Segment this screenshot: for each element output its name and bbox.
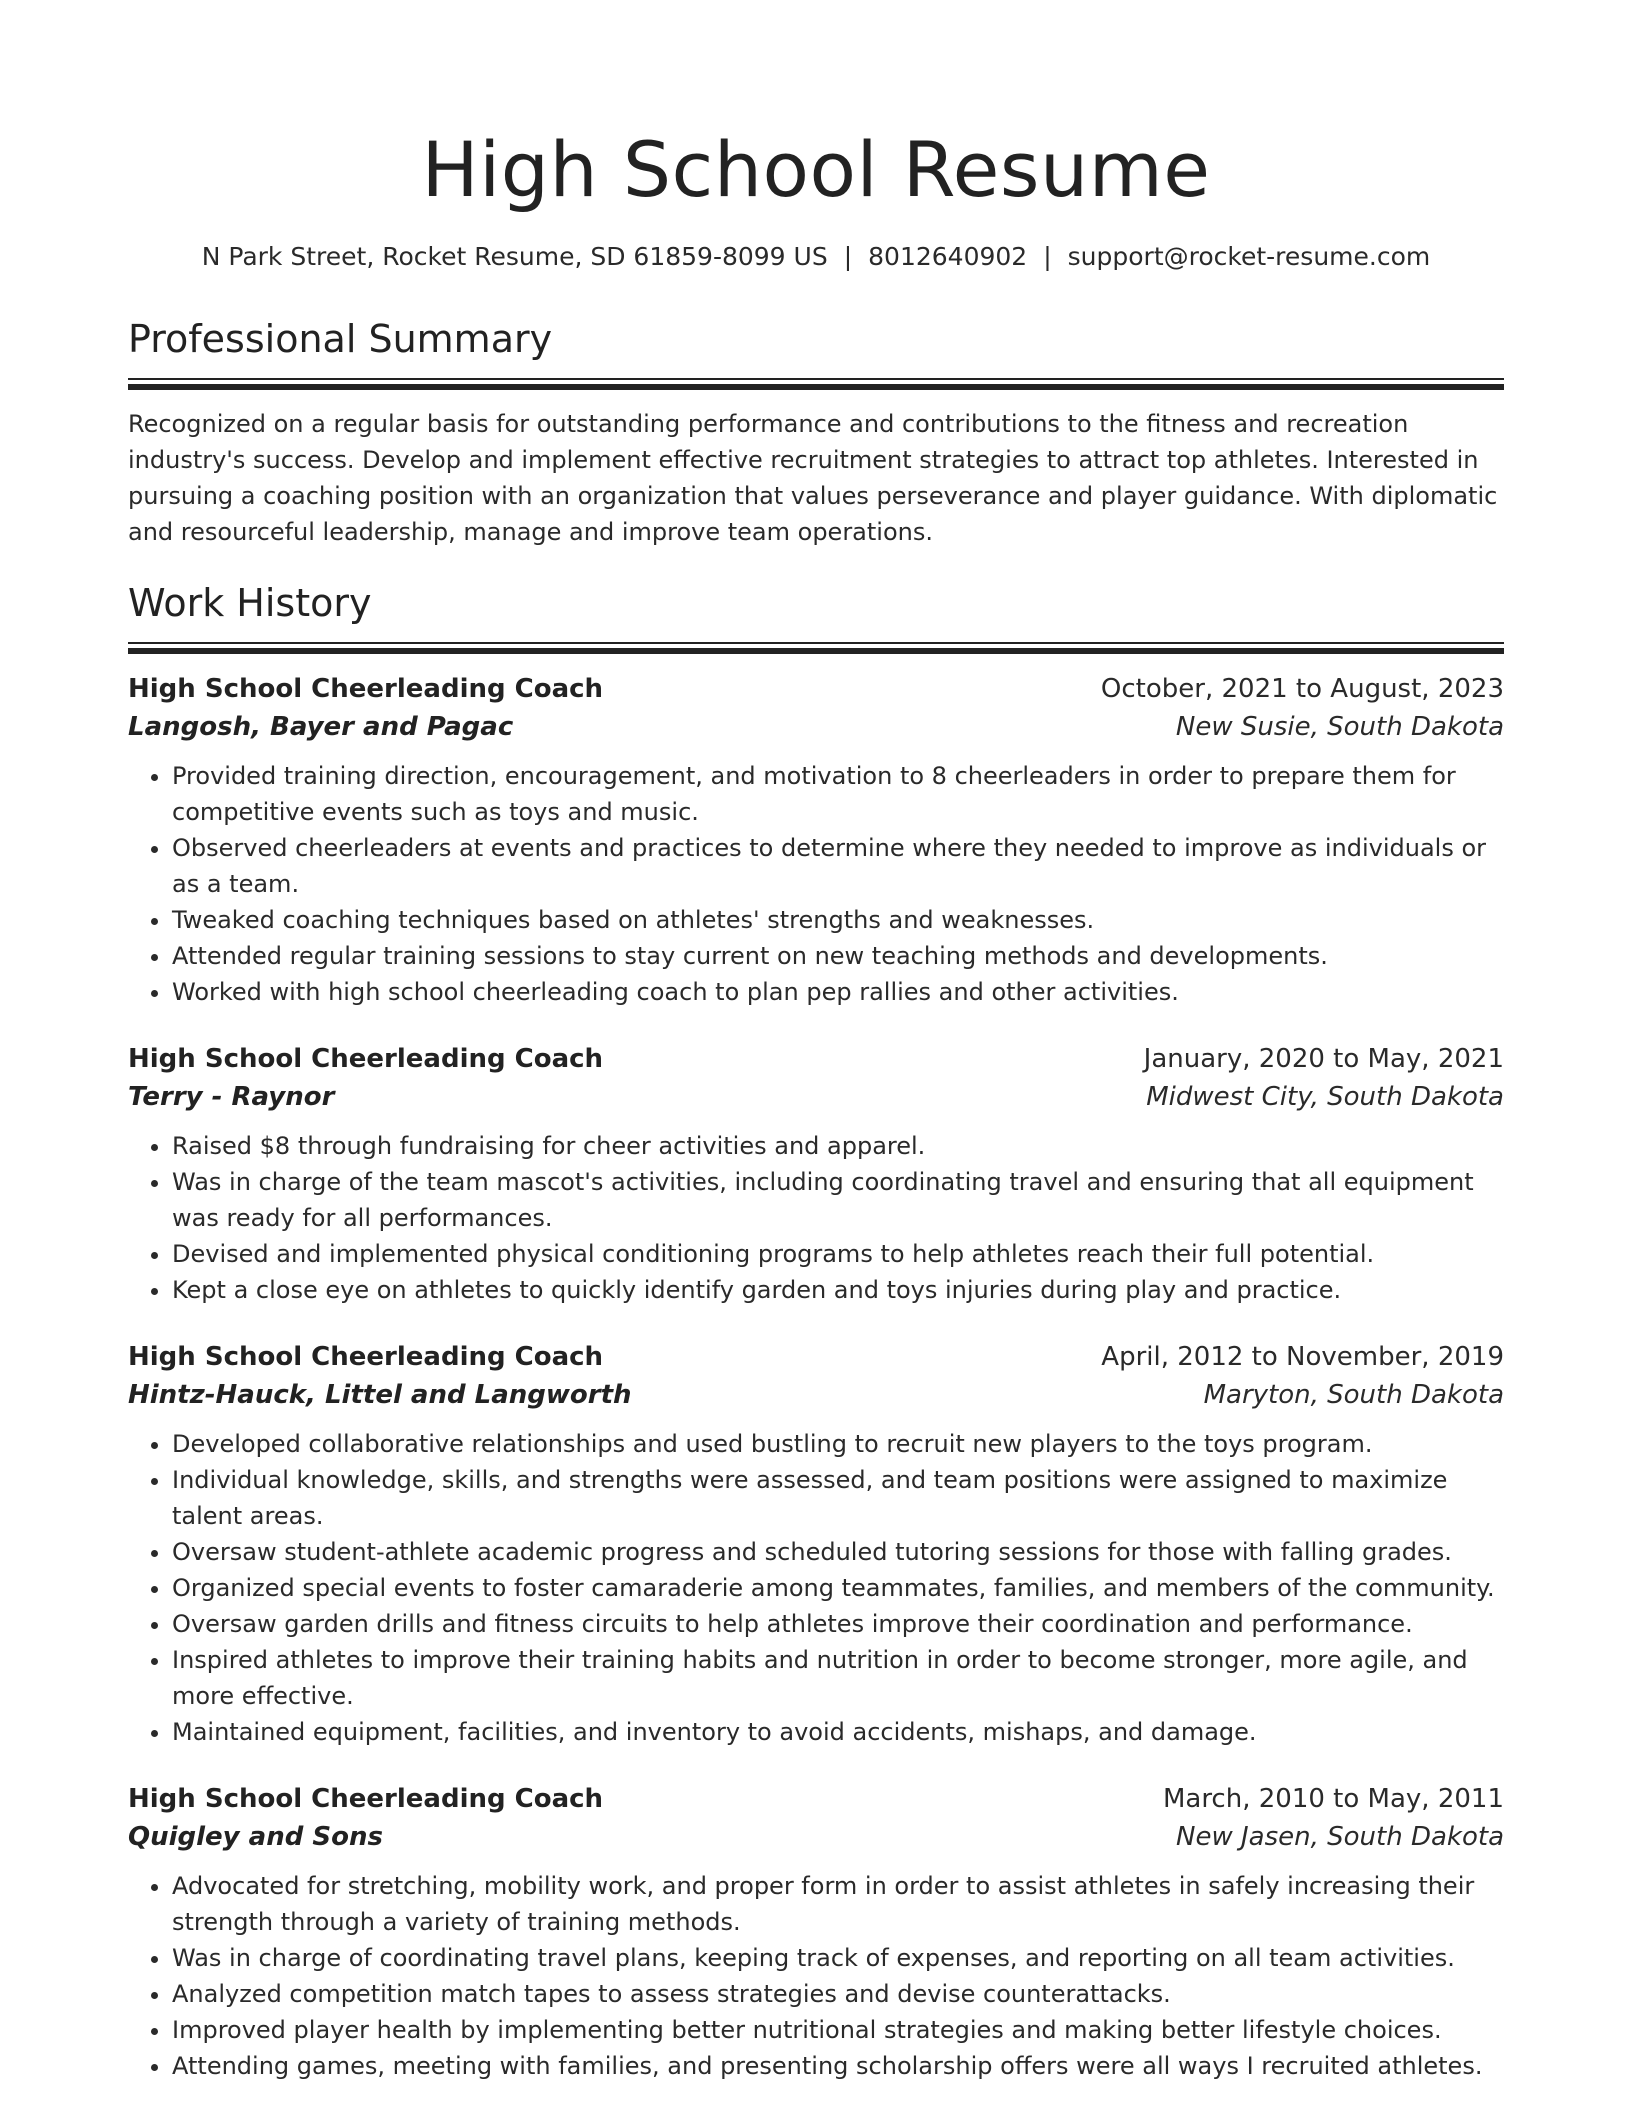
job-bullet: • Oversaw garden drills and fitness circuits to help athletes improve their coordination and performance. (172, 1606, 1504, 1642)
job-subheader-row (128, 1376, 1504, 1414)
contact-phone: 8012640902 (868, 242, 1028, 271)
section-divider (128, 642, 1504, 654)
job-title: High School Cheerleading Coach (128, 674, 604, 704)
job-bullet: • Kept a close eye on athletes to quickly identify garden and toys injuries during play and practice. (172, 1272, 1504, 1308)
job-bullet: • Advocated for stretching, mobility work, and proper form in order to assist athletes in safely increasing their strength through a variety of training methods. (172, 1868, 1504, 1940)
job-bullets (128, 1868, 1504, 2084)
section-title-summary: Professional Summary (128, 317, 553, 361)
job-bullet: • Provided training direction, encouragement, and motivation to 8 cheerleaders in order to prepare them for competitive events such as toys and music. (172, 758, 1504, 830)
job-location: Maryton, South Dakota (1203, 1380, 1504, 1410)
job-title: High School Cheerleading Coach (128, 1342, 604, 1372)
job-bullet: • Maintained equipment, facilities, and inventory to avoid accidents, mishaps, and damage. (172, 1714, 1504, 1750)
resume-name: High School Resume (421, 125, 1211, 214)
job-header-row (128, 1780, 1504, 1818)
professional-summary-section (128, 314, 1504, 550)
job-entry (128, 670, 1504, 1010)
contact-email: support@rocket-resume.com (1067, 242, 1431, 271)
job-dates: April, 2012 to November, 2019 (1101, 1342, 1504, 1372)
job-title: High School Cheerleading Coach (128, 1784, 604, 1814)
job-title: High School Cheerleading Coach (128, 1044, 604, 1074)
job-subheader-row (128, 708, 1504, 746)
summary-text: Recognized on a regular basis for outstanding performance and contributions to the fitness and recreation industry's success. Develop and implement effective recruitment strategies to attract top athletes. Interested in pursuing a coaching position with an organization that values perseverance and player guidance. With diplomatic and resourceful leadership, manage and improve team operations. (128, 410, 1498, 546)
job-company: Hintz-Hauck, Littel and Langworth (128, 1380, 632, 1410)
job-bullet: • Developed collaborative relationships and used bustling to recruit new players to the toys program. (172, 1426, 1504, 1462)
job-bullets (128, 1128, 1504, 1308)
job-subheader-row (128, 1078, 1504, 1116)
job-bullet: • Organized special events to foster camaraderie among teammates, families, and members of the community. (172, 1570, 1504, 1606)
job-header-row (128, 670, 1504, 708)
job-bullet: • Observed cheerleaders at events and practices to determine where they needed to improve as individuals or as a team. (172, 830, 1504, 902)
contact-separator: | (843, 242, 853, 271)
job-company: Quigley and Sons (128, 1822, 383, 1852)
job-header-row (128, 1040, 1504, 1078)
job-location: New Jasen, South Dakota (1176, 1822, 1504, 1852)
job-dates: January, 2020 to May, 2021 (1143, 1044, 1504, 1074)
job-dates: March, 2010 to May, 2011 (1162, 1784, 1504, 1814)
job-bullet: • Attended regular training sessions to stay current on new teaching methods and developments. (172, 938, 1504, 974)
job-subheader-row (128, 1818, 1504, 1856)
job-bullet: • Devised and implemented physical conditioning programs to help athletes reach their full potential. (172, 1236, 1504, 1272)
job-bullet: • Worked with high school cheerleading coach to plan pep rallies and other activities. (172, 974, 1504, 1010)
job-bullet: • Individual knowledge, skills, and strengths were assessed, and team positions were assigned to maximize talent areas. (172, 1462, 1504, 1534)
job-company: Terry - Raynor (128, 1082, 335, 1112)
job-entry (128, 1338, 1504, 1750)
job-dates: October, 2021 to August, 2023 (1100, 674, 1504, 704)
job-bullet: • Improved player health by implementing better nutritional strategies and making better lifestyle choices. (172, 2012, 1504, 2048)
job-bullets (128, 758, 1504, 1010)
job-bullet: • Oversaw student-athlete academic progress and scheduled tutoring sessions for those with falling grades. (172, 1534, 1504, 1570)
job-bullet: • Analyzed competition match tapes to assess strategies and devise counterattacks. (172, 1976, 1504, 2012)
job-bullet: • Inspired athletes to improve their training habits and nutrition in order to become stronger, more agile, and more effective. (172, 1642, 1504, 1714)
job-bullet: • Tweaked coaching techniques based on athletes' strengths and weaknesses. (172, 902, 1504, 938)
job-bullets (128, 1426, 1504, 1750)
job-bullet: • Was in charge of the team mascot's activities, including coordinating travel and ensuring that all equipment was ready for all performances. (172, 1164, 1504, 1236)
work-history-section (128, 578, 1504, 2084)
job-location: New Susie, South Dakota (1175, 712, 1504, 742)
job-location: Midwest City, South Dakota (1146, 1082, 1504, 1112)
job-bullet: • Raised $8 through fundraising for cheer activities and apparel. (172, 1128, 1504, 1164)
contact-line (128, 240, 1504, 274)
job-bullet: • Was in charge of coordinating travel plans, keeping track of expenses, and reporting on all team activities. (172, 1940, 1504, 1976)
contact-address: N Park Street, Rocket Resume, SD 61859-8099 US (201, 242, 828, 271)
job-header-row (128, 1338, 1504, 1376)
section-divider (128, 378, 1504, 390)
job-company: Langosh, Bayer and Pagac (128, 712, 514, 742)
job-entry (128, 1780, 1504, 2084)
contact-separator: | (1043, 242, 1052, 271)
job-entry (128, 1040, 1504, 1308)
section-title-work-history: Work History (128, 581, 372, 625)
job-bullet: • Attending games, meeting with families, and presenting scholarship offers were all ways I recruited athletes. (172, 2048, 1504, 2084)
